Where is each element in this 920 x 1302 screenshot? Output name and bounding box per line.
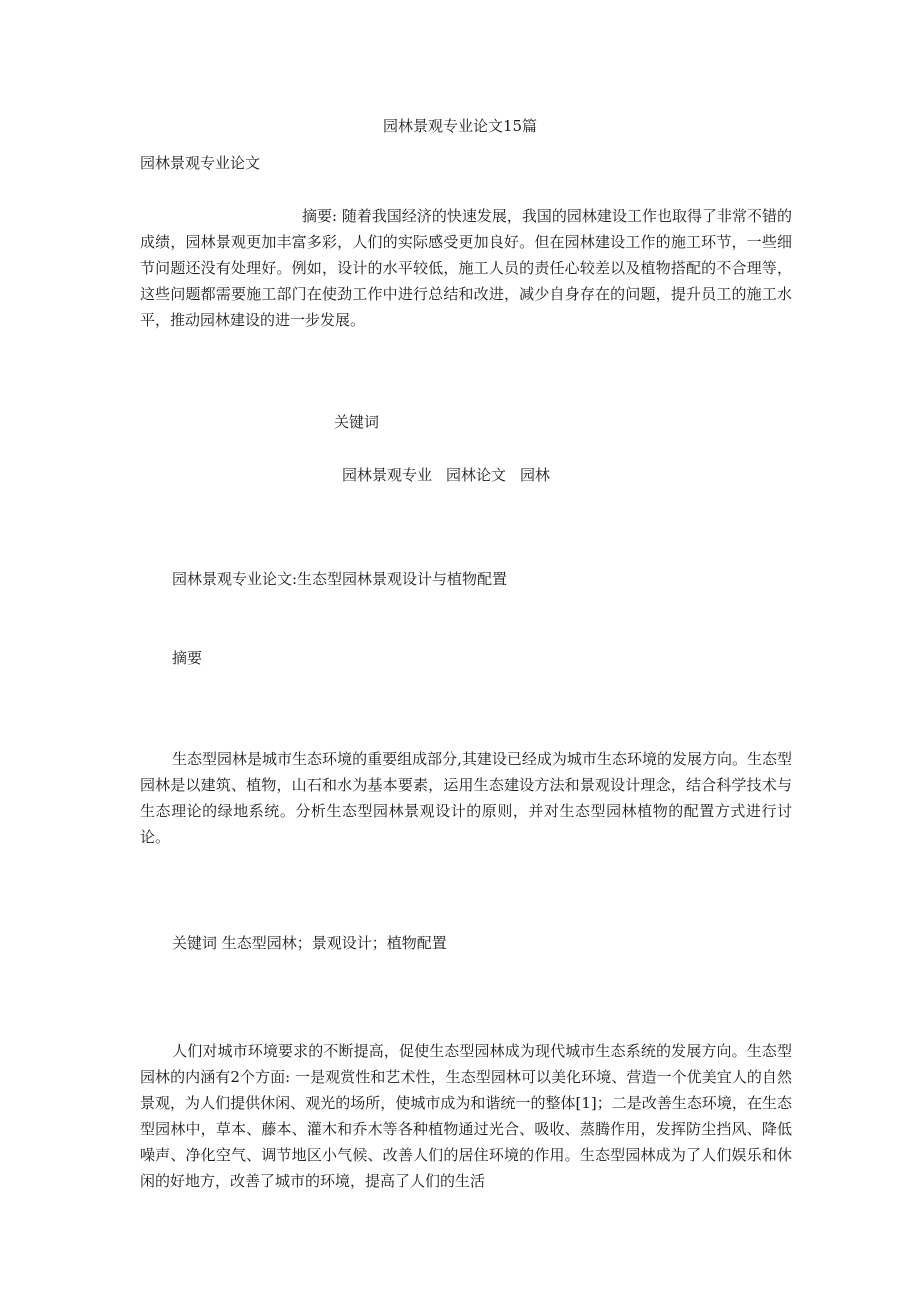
keyword-item: 园林景观专业	[342, 466, 433, 484]
keywords-list-1	[342, 465, 550, 485]
abstract-paragraph-1	[140, 203, 792, 333]
document-subtitle: 园林景观专业论文	[140, 154, 261, 172]
keywords-label-1: 关键词	[334, 413, 380, 431]
abstract-text-2: 生态型园林是城市生态环境的重要组成部分,其建设已经成为城市生态环境的发展方向。生态型园林是以建筑、植物，山石和水为基本要素，运用生态建设方法和景观设计理念，结合科学技术与生态理论的绿地系统。分析生态型园林景观设计的原则，并对生态型园林植物的配置方式进行讨论。	[140, 750, 792, 846]
abstract-paragraph-2	[140, 746, 792, 850]
body-text: 人们对城市环境要求的不断提高，促使生态型园林成为现代城市生态系统的发展方向。生态型园林的内涵有2个方面: 一是观赏性和艺术性，生态型园林可以美化环境、营造一个优美宜人的自然景观，为人们提供休闲、观光的场所，使城市成为和谐统一的整体[1]；二是改善生态环境，在生态型园林中，草本、藤本、灌木和乔木等各种植物通过光合、吸收、蒸腾作用，发挥防尘挡风、降低噪声、净化空气、调节地区小气候、改善人们的居住环境的作用。生态型园林成为了人们娱乐和休闲的好地方，改善了城市的环境，提高了人们的生活	[140, 1042, 792, 1190]
keywords-line-2: 关键词 生态型园林；景观设计；植物配置	[172, 934, 447, 952]
article-title: 园林景观专业论文:生态型园林景观设计与植物配置	[172, 570, 508, 588]
document-title: 园林景观专业论文15篇	[382, 117, 538, 135]
keyword-item: 园林论文	[446, 466, 507, 484]
body-paragraph	[140, 1038, 792, 1194]
abstract-text-1: 随着我国经济的快速发展，我国的园林建设工作也取得了非常不错的成绩，园林景观更加丰富多彩，人们的实际感受更加良好。但在园林建设工作的施工环节，一些细节问题还没有处理好。例如，设计的水平较低，施工人员的责任心较差以及植物搭配的不合理等，这些问题都需要施工部门在使劲工作中进行总结和改进，减少自身存在的问题，提升员工的施工水平，推动园林建设的进一步发展。	[140, 207, 792, 329]
keyword-item: 园林	[520, 466, 551, 484]
abstract-label-2: 摘要	[172, 649, 203, 667]
abstract-label-1: 摘要:	[302, 207, 338, 225]
